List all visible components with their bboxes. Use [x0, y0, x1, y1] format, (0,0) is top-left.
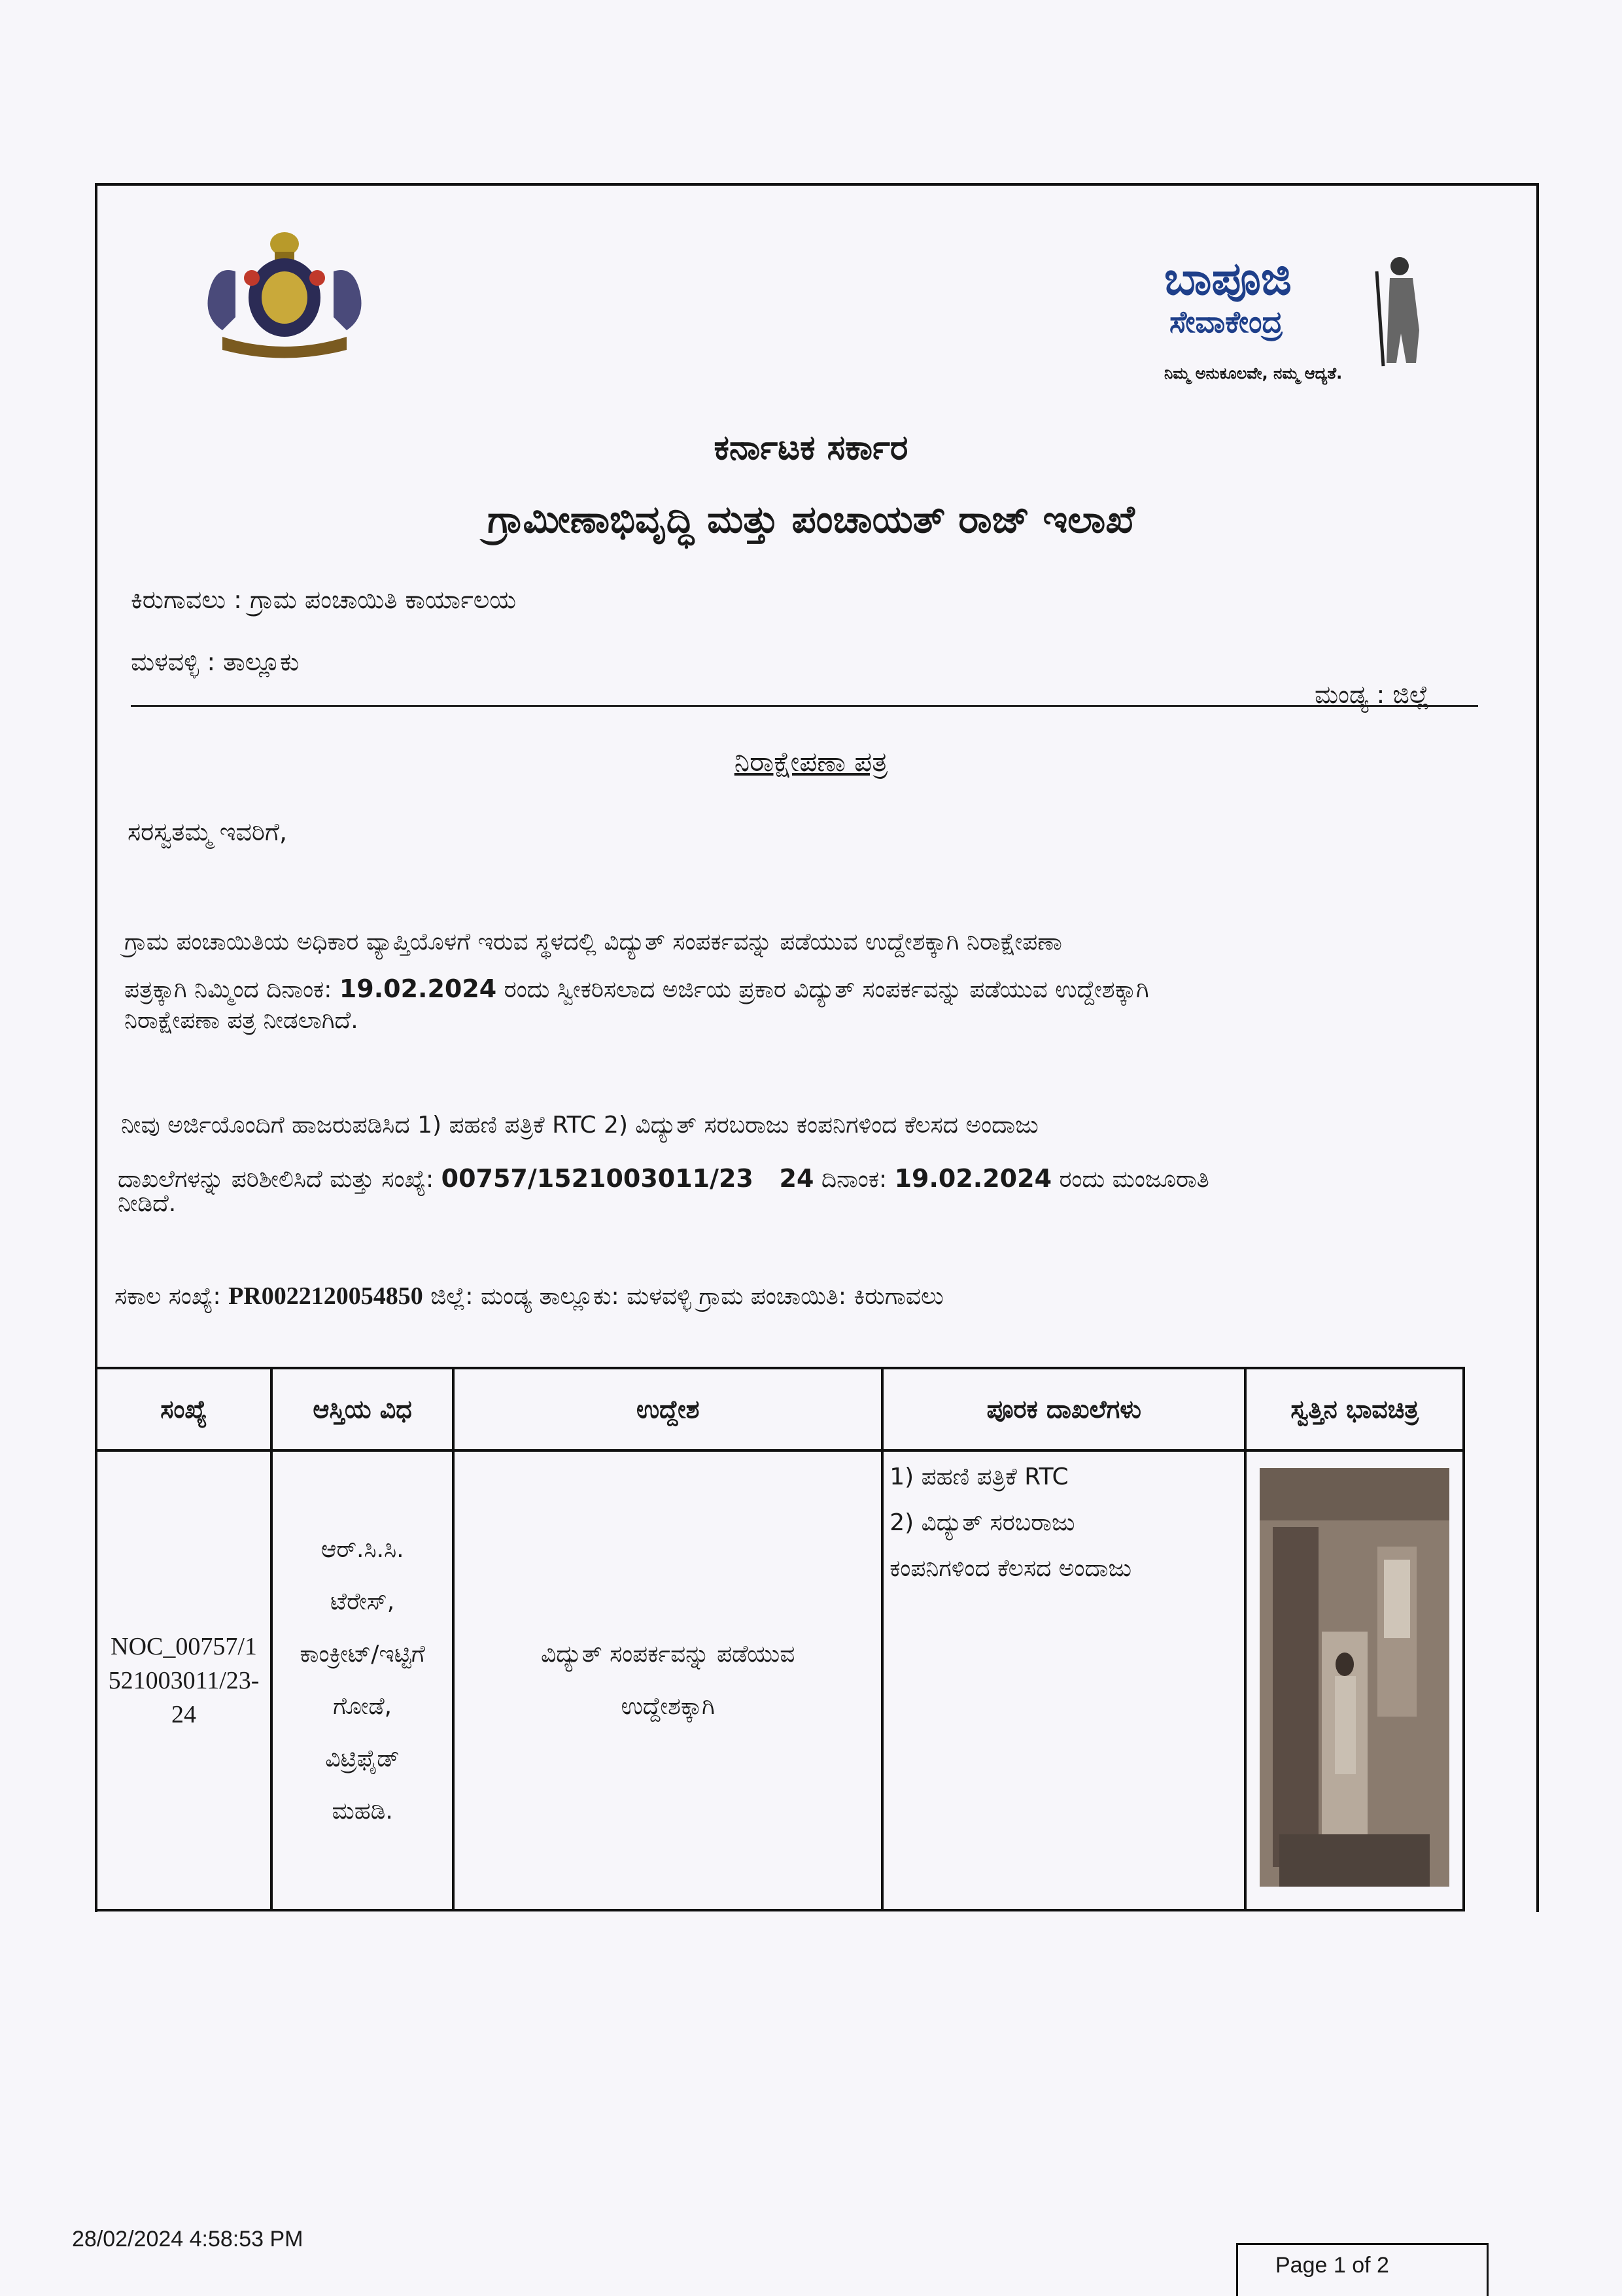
logo-title: ಬಾಪೂಜಿ: [1164, 252, 1292, 305]
salutation: ಸರಸ್ವತಮ್ಮ ಇವರಿಗೆ,: [128, 817, 288, 846]
noc-table: [95, 1367, 1465, 1911]
paragraph-1-line-1: ಗ್ರಾಮ ಪಂಚಾಯಿತಿಯ ಅಧಿಕಾರ ವ್ಯಾಪ್ತಿಯೊಳಗೆ ಇರುವ ಸ್ಥಳದಲ್ಲಿ ವಿದ್ಯುತ್ ಸಂಪರ್ಕವನ್ನು ಪಡೆಯುವ ಉದ್ದೇಶಕ್ಕಾಗಿ ನಿರಾಕ್ಷೇಪಣಾ: [124, 929, 1062, 955]
header-number: ಸಂಖ್ಯೆ: [96, 1368, 271, 1450]
page-number: Page 1 of 2: [1275, 2253, 1389, 2278]
property-photo-cell: [1245, 1450, 1464, 1910]
logo-subtitle: ಸೇವಾಕೇಂದ್ರ: [1169, 304, 1283, 339]
document-title: ನಿರಾಕ್ಷೇಪಣಾ ಪತ್ರ: [734, 745, 888, 778]
bapuji-seva-kendra-logo: [1164, 252, 1439, 396]
paragraph-2-line-1: ನೀವು ಅರ್ಜಿಯೊಂದಿಗೆ ಹಾಜರುಪಡಿಸಿದ 1) ಪಹಣಿ ಪತ್ರಿಕೆ RTC 2) ವಿದ್ಯುತ್ ಸರಬರಾಜು ಕಂಪನಿಗಳಿಂದ ಕೆಲಸದ ಅಂದಾಜು: [121, 1112, 1039, 1139]
header-supporting-documents: ಪೂರಕ ದಾಖಲೆಗಳು: [882, 1368, 1245, 1450]
district-line: ಮಂಡ್ಯ : ಜಿಲ್ಲೆ: [1315, 680, 1430, 709]
department-title: ಗ್ರಾಮೀಣಾಭಿವೃದ್ಧಿ ಮತ್ತು ಪಂಚಾಯತ್ ರಾಜ್ ಇಲಾಖೆ: [487, 497, 1135, 541]
government-title: ಕರ್ನಾಟಕ ಸರ್ಕಾರ: [714, 428, 908, 468]
header-divider: [131, 705, 1478, 707]
property-photo: [1260, 1468, 1449, 1887]
supporting-documents-cell: 1) ಪಹಣಿ ಪತ್ರಿಕೆ RTC 2) ವಿದ್ಯುತ್ ಸರಬರಾಜು ಕಂಪನಿಗಳಿಂದ ಕೆಲಸದ ಅಂದಾಜು: [882, 1450, 1245, 1910]
taluk-line: ಮಳವಳ್ಳಿ : ತಾಲ್ಲೂಕು: [131, 647, 300, 676]
paragraph-1-line-2: ಪತ್ರಕ್ಕಾಗಿ ನಿಮ್ಮಿಂದ ದಿನಾಂಕ: 19.02.2024 ರಂದು ಸ್ವೀಕರಿಸಲಾದ ಅರ್ಜಿಯ ಪ್ರಕಾರ ವಿದ್ಯುತ್ ಸಂಪರ್ಕವನ್ನು ಪಡೆಯುವ ಉದ್ದೇಶಕ್ಕಾಗಿ: [124, 974, 1149, 1003]
paragraph-1-line-3: ನಿರಾಕ್ಷೇಪಣಾ ಪತ್ರ ನೀಡಲಾಗಿದೆ.: [124, 1007, 358, 1034]
purpose-cell: ವಿದ್ಯುತ್ ಸಂಪರ್ಕವನ್ನು ಪಡೆಯುವ ಉದ್ದೇಶಕ್ಕಾಗಿ: [453, 1450, 882, 1910]
logo-tagline: ನಿಮ್ಮ ಅನುಕೂಲವೇ, ನಮ್ಮ ಆದ್ಯತೆ.: [1164, 364, 1343, 383]
gandhi-figure-icon: [1360, 252, 1439, 369]
noc-number-cell: NOC_00757/1 521003011/23- 24: [96, 1450, 271, 1910]
table-row: [96, 1450, 1464, 1910]
karnataka-emblem-icon: [196, 226, 373, 366]
header-purpose: ಉದ್ದೇಶ: [453, 1368, 882, 1450]
header-property-photo: ಸ್ವತ್ತಿನ ಭಾವಚಿತ್ರ: [1245, 1368, 1464, 1450]
paragraph-2-line-3: ನೀಡಿದೆ.: [118, 1190, 177, 1217]
table-header-row: [96, 1368, 1464, 1450]
office-line: ಕಿರುಗಾವಲು : ಗ್ರಾಮ ಪಂಚಾಯಿತಿ ಕಾರ್ಯಾಲಯ: [131, 585, 517, 614]
header-property-type: ಆಸ್ತಿಯ ವಿಧ: [271, 1368, 453, 1450]
print-timestamp: 28/02/2024 4:58:53 PM: [72, 2227, 303, 2252]
property-type-cell: ಆರ್.ಸಿ.ಸಿ. ಟೆರೇಸ್, ಕಾಂಕ್ರೀಟ್/ಇಟ್ಟಿಗೆ ಗೋಡೆ, ವಿಟ್ರಿಫೈಡ್ ಮಹಡಿ.: [271, 1450, 453, 1910]
sakala-line: ಸಕಾಲ ಸಂಖ್ಯೆ: PR0022120054850 ಜಿಲ್ಲೆ: ಮಂಡ್ಯ ತಾಲ್ಲೂಕು: ಮಳವಳ್ಳಿ ಗ್ರಾಮ ಪಂಚಾಯಿತಿ: ಕಿರುಗಾವಲು: [114, 1282, 944, 1310]
paragraph-2-line-2: ದಾಖಲೆಗಳನ್ನು ಪರಿಶೀಲಿಸಿದೆ ಮತ್ತು ಸಂಖ್ಯೆ: 00757/1521003011/23 24 ದಿನಾಂಕ: 19.02.2024 ರಂದು ಮಂಜೂರಾತಿ: [118, 1164, 1209, 1193]
